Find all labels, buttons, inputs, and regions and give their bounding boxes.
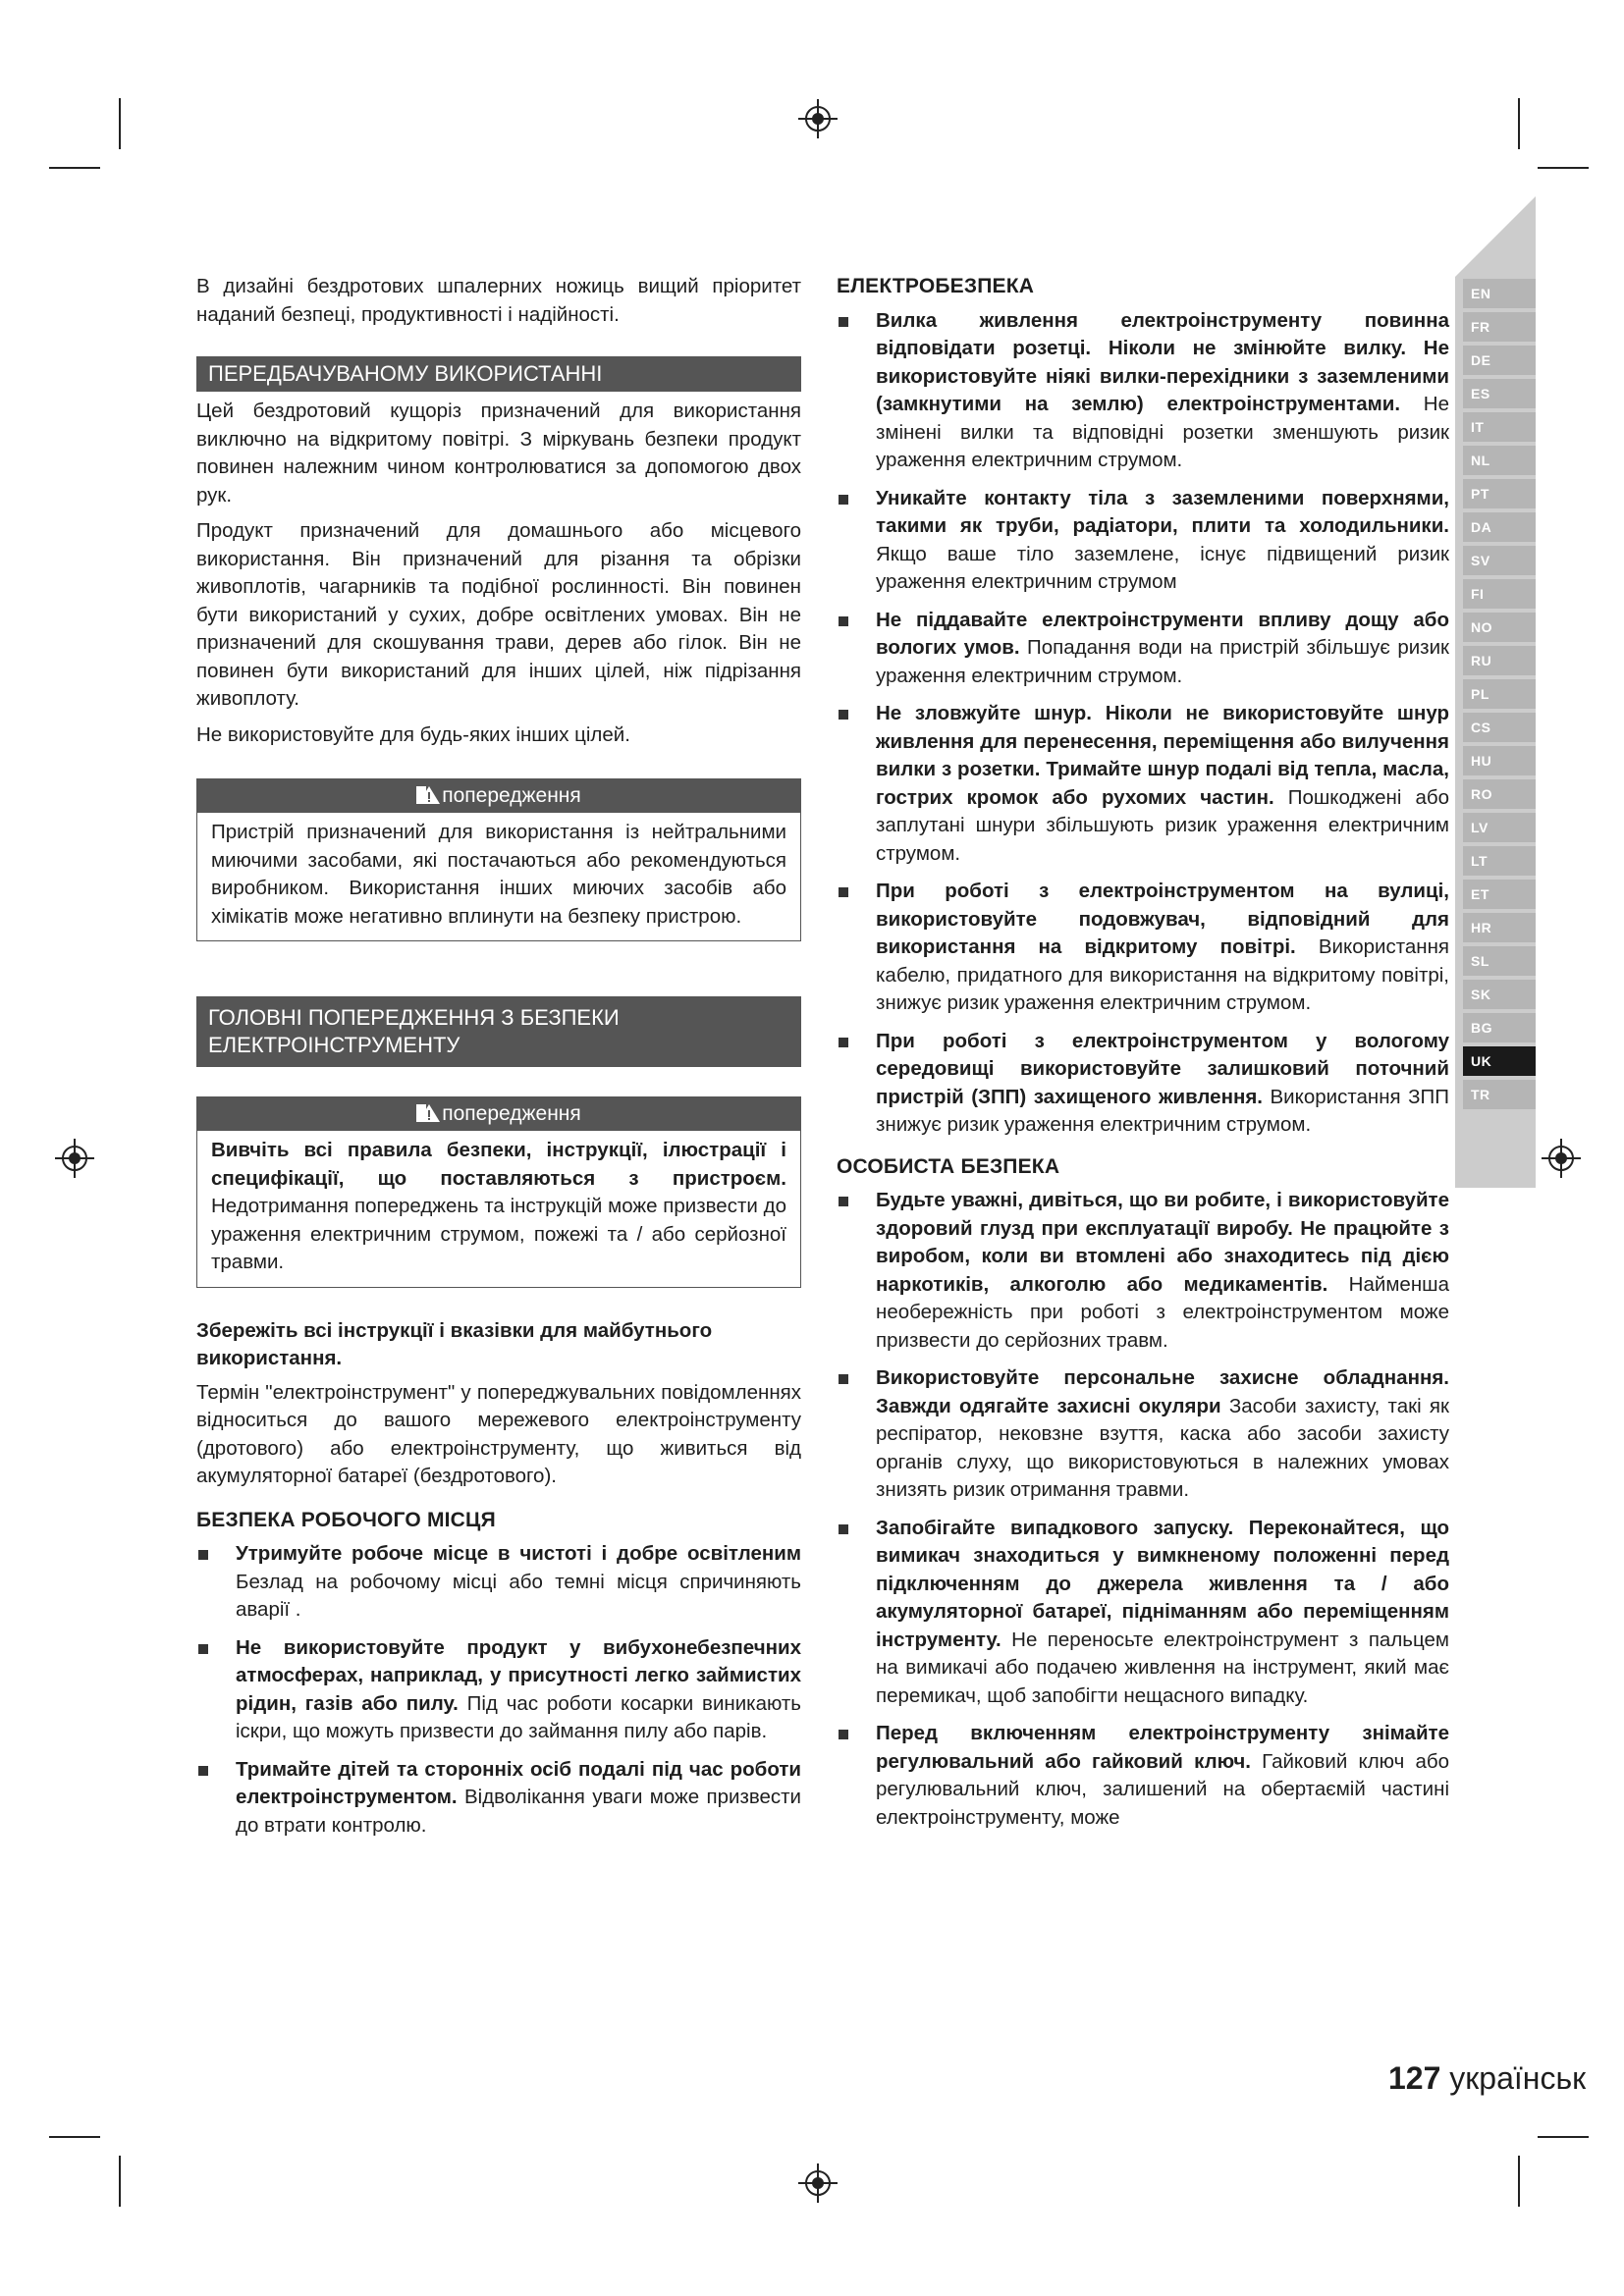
item-text: Використання ЗПП знижує ризик ураження електричним струмом.: [876, 1085, 1449, 1136]
language-tab-hu: HU: [1463, 746, 1536, 775]
personal-list: [837, 1187, 1449, 1832]
language-tab-pl: PL: [1463, 679, 1536, 709]
crop-mark: [119, 98, 121, 149]
bullet: [839, 1197, 848, 1206]
intended-use-paragraph: Цей бездротовий кущоріз призначений для використання виключно на відкритому повітрі. З міркувань безпеки продукт повинен належним чином контролюватися за допомогою двох рук.: [196, 400, 801, 507]
bullet: [839, 1524, 848, 1534]
page-footer: [1388, 2060, 1586, 2097]
language-tab-cs: CS: [1463, 713, 1536, 742]
item-text: Найменша необережність при роботі з електроінструментом може призвести до серйозних травм.: [876, 1272, 1449, 1352]
warning-text: [197, 1131, 800, 1287]
item-text: Безлад на робочому місці або темні місця спричиняють аварії .: [236, 1570, 801, 1621]
bullet: [839, 1374, 848, 1384]
bullet: [839, 317, 848, 327]
bullet: [198, 1550, 208, 1560]
page-number: 127: [1388, 2060, 1441, 2096]
bullet: [839, 616, 848, 626]
registration-mark-icon: [796, 2162, 839, 2205]
item-bold: Тримайте дітей та сторонніх осіб подалі під час роботи електроінструментом.: [236, 1757, 801, 1808]
language-tab-pt: PT: [1463, 479, 1536, 508]
crop-mark: [49, 167, 100, 169]
item-text: Засоби захисту, такі як респіратор, нековзне взуття, каска або засоби захисту органів слуху, що використовуються в належних умовах знизять ризик отримання травми.: [876, 1394, 1449, 1501]
intended-use-paragraph: Продукт призначений для домашнього або місцевого використання. Він призначений для різання та обрізки живоплотів, чагарників та подібної рослинності. Він повинен бути використаний у сухих, добре освітлених умовах. Він не призначений для скошування трави, дерев або гілок. Він не повинен бути використаний для інших цілей, ніж підрізання живоплоту.: [196, 519, 801, 710]
language-tab-fi: FI: [1463, 579, 1536, 609]
item-bold: При роботі з електроінструментом на вулиці, використовуйте подовжувач, відповідний для використання на відкритому повітрі.: [876, 880, 1449, 958]
item-bold: Вилка живлення електроінструменту повинна відповідати розетці. Ніколи не змінюйте вилку. Не використовуйте ніякі вилки-перехідники з заземленими (замкнутими на землю) електроінструментами.: [876, 308, 1449, 415]
item-text: Не переносьте електроінструмент з пальцем на вимикачі або подачею живлення на інструмент, який має перемикач, щоб запобігти нещасного випадку.: [876, 1628, 1449, 1707]
left-column: [196, 273, 801, 1849]
item-text: Під час роботи косарки виникають іскри, що можуть призвести до займання пилу або парів.: [236, 1691, 801, 1742]
list-item: [837, 878, 1449, 1018]
item-bold: Утримуйте робоче місце в чистоті і добре освітленим: [236, 1542, 801, 1565]
language-tab-bg: BG: [1463, 1013, 1536, 1042]
list-item: [837, 307, 1449, 475]
bullet: [198, 1644, 208, 1654]
crop-mark: [1518, 2156, 1520, 2207]
list-item: [196, 1540, 801, 1625]
warning-box: [196, 1096, 801, 1288]
warning-text: Пристрій призначений для використання із нейтральними миючими засобами, які постачаються або рекомендуються виробником. Використання інших миючих засобів або хімікатів може негативно вплинути на безпеку пристрою.: [211, 821, 786, 928]
section-heading-work-area: БЕЗПЕКА РОБОЧОГО МІСЦЯ: [196, 1508, 496, 1531]
bullet: [839, 887, 848, 897]
item-bold: Уникайте контакту тіла з заземленими поверхнями, такими як труби, радіатори, плити та холодильники.: [876, 486, 1449, 537]
item-text: Використання кабелю, придатного для використання на відкритому повітрі, знижує ризик ураження електричним струмом.: [876, 935, 1450, 1014]
language-tab-de: DE: [1463, 346, 1536, 375]
list-item: [837, 1720, 1449, 1832]
item-text: Якщо ваше тіло заземлене, існує підвищений ризик ураження електричним струмом: [876, 542, 1449, 593]
crop-mark: [1538, 2136, 1589, 2138]
section-heading-personal: ОСОБИСТА БЕЗПЕКА: [837, 1154, 1060, 1178]
item-bold: Не використовуйте продукт у вибухонебезпечних атмосферах, наприклад, у присутності легко займистих рідин, газів або пилу.: [236, 1635, 801, 1715]
language-tab-en: EN: [1463, 279, 1536, 308]
language-tab-sv: SV: [1463, 546, 1536, 575]
work-area-list: [196, 1540, 801, 1840]
bullet: [839, 1038, 848, 1047]
item-bold: Будьте уважні, дивіться, що ви робите, і використовуйте здоровий глузд при експлуатації виробу. Не працюйте з виробом, коли ви втомлені або знаходитесь під дією наркотиків, алкоголю або медикаментів.: [876, 1189, 1449, 1296]
registration-mark-icon: [796, 97, 839, 140]
bullet: [839, 710, 848, 720]
language-tab-ro: RO: [1463, 779, 1536, 809]
list-item: [196, 1634, 801, 1746]
footer-language: українськ: [1449, 2060, 1587, 2096]
language-tab-tr: TR: [1463, 1080, 1536, 1109]
language-tab-fr: FR: [1463, 312, 1536, 342]
section-heading-general-warnings: [196, 996, 801, 1067]
item-bold: Не зловжуйте шнур. Ніколи не використовуйте шнур живлення для перенесення, переміщення або вилучення вилки з розетки. Тримайте шнур подалі від тепла, масла, гострих кромок або рухомих частин.: [876, 702, 1449, 809]
language-tab-hr: HR: [1463, 913, 1536, 942]
bullet: [839, 1730, 848, 1739]
warning-title: попередження: [442, 784, 581, 807]
registration-mark-icon: [53, 1137, 96, 1180]
crop-mark: [49, 2136, 100, 2138]
language-tab-uk: UK: [1463, 1046, 1536, 1076]
item-text: Попадання води на пристрій збільшує ризик ураження електричним струмом.: [876, 636, 1449, 687]
language-tab-sl: SL: [1463, 946, 1536, 976]
item-bold: При роботі з електроінструментом у вологому середовищі використовуйте залишковий поточний пристрій (ЗПП) захищеного живлення.: [876, 1029, 1449, 1108]
crop-mark: [1538, 167, 1589, 169]
list-item: [837, 1028, 1449, 1140]
language-tab-tail: [1455, 1109, 1536, 1188]
item-text: Відволікання уваги може призвести до втрати контролю.: [236, 1786, 801, 1837]
language-tab-et: ET: [1463, 880, 1536, 909]
list-item: [837, 607, 1449, 691]
section-heading-intended-use: ПЕРЕДБАЧУВАНОМУ ВИКОРИСТАННІ: [196, 356, 801, 392]
language-tab-it: IT: [1463, 412, 1536, 442]
electrical-list: [837, 307, 1449, 1140]
warning-header: [197, 1097, 800, 1131]
warning-icon: [416, 1102, 440, 1124]
registration-mark-icon: [1540, 1137, 1583, 1180]
list-item: [196, 1756, 801, 1841]
language-tabs: [1463, 279, 1536, 1113]
item-bold: Не піддавайте електроінструменти впливу дощу або вологих умов.: [876, 608, 1449, 659]
warning-plain-text: Недотримання попереджень та інструкцій може призвести до ураження електричним струмом, пожежі та / або серйозної травми.: [211, 1195, 786, 1273]
list-item: [837, 1515, 1449, 1711]
general-warnings-line1: ГОЛОВНІ ПОПЕРЕДЖЕННЯ З БЕЗПЕКИ: [208, 1005, 620, 1030]
list-item: [837, 485, 1449, 597]
language-tab-lv: LV: [1463, 813, 1536, 842]
warning-title: попередження: [442, 1102, 581, 1125]
language-tab-top: [1455, 196, 1536, 277]
intro-text: В дизайні бездротових шпалерних ножиць вищий пріоритет наданий безпеці, продуктивності і надійності.: [196, 275, 801, 326]
warning-box: [196, 778, 801, 941]
right-column: [837, 273, 1449, 1842]
item-text: Не змінені вилки та відповідні розетки зменшують ризик ураження електричним струмом.: [876, 393, 1450, 471]
crop-mark: [1518, 98, 1520, 149]
language-tab-lt: LT: [1463, 846, 1536, 876]
bullet: [198, 1766, 208, 1776]
item-bold: Використовуйте персональне захисне обладнання. Завжди одягайте захисні окуляри: [876, 1366, 1449, 1417]
list-item: [837, 1364, 1449, 1505]
language-tab-es: ES: [1463, 379, 1536, 408]
list-item: [837, 1187, 1449, 1355]
item-text: Пошкоджені або заплутані шнури збільшують ризик ураження електричним струмом.: [876, 785, 1449, 865]
language-tab-nl: NL: [1463, 446, 1536, 475]
language-tab-ru: RU: [1463, 646, 1536, 675]
item-bold: Запобігайте випадкового запуску. Переконайтеся, що вимикач знаходиться у вимкненому положенні перед підключенням до джерела живлення та / або акумуляторної батареї, підніманням або переміщенням інструменту.: [876, 1516, 1449, 1651]
list-item: [837, 700, 1449, 868]
item-bold: Перед включенням електроінструменту знімайте регулювальний або гайковий ключ.: [876, 1722, 1449, 1773]
bullet: [839, 495, 848, 505]
language-tab-no: NO: [1463, 613, 1536, 642]
crop-mark: [119, 2156, 121, 2207]
save-instructions: Збережіть всі інструкції і вказівки для майбутнього використання.: [196, 1318, 713, 1369]
general-warnings-line2: ЕЛЕКТРОІНСТРУМЕНТУ: [208, 1033, 460, 1057]
section-heading-electrical: ЕЛЕКТРОБЕЗПЕКА: [837, 275, 1035, 297]
language-tab-da: DA: [1463, 512, 1536, 542]
intended-use-paragraph: Не використовуйте для будь-яких інших цілей.: [196, 722, 630, 746]
item-text: Гайковий ключ або регулювальний ключ, залишений на обертаємій частині електроінструменту, може: [876, 1749, 1449, 1829]
term-definition: Термін "електроінструмент" у попереджувальних повідомленнях відноситься до вашого мережевого електроінструменту (дротового) або електроінструменту, що живиться від акумуляторної батареї (бездротового).: [196, 1380, 801, 1487]
language-tab-sk: SK: [1463, 980, 1536, 1009]
warning-icon: [416, 784, 440, 806]
warning-header: [197, 779, 800, 813]
warning-bold-text: Вивчіть всі правила безпеки, інструкції, ілюстрації і специфікації, що поставляються з пристроєм.: [211, 1139, 786, 1190]
